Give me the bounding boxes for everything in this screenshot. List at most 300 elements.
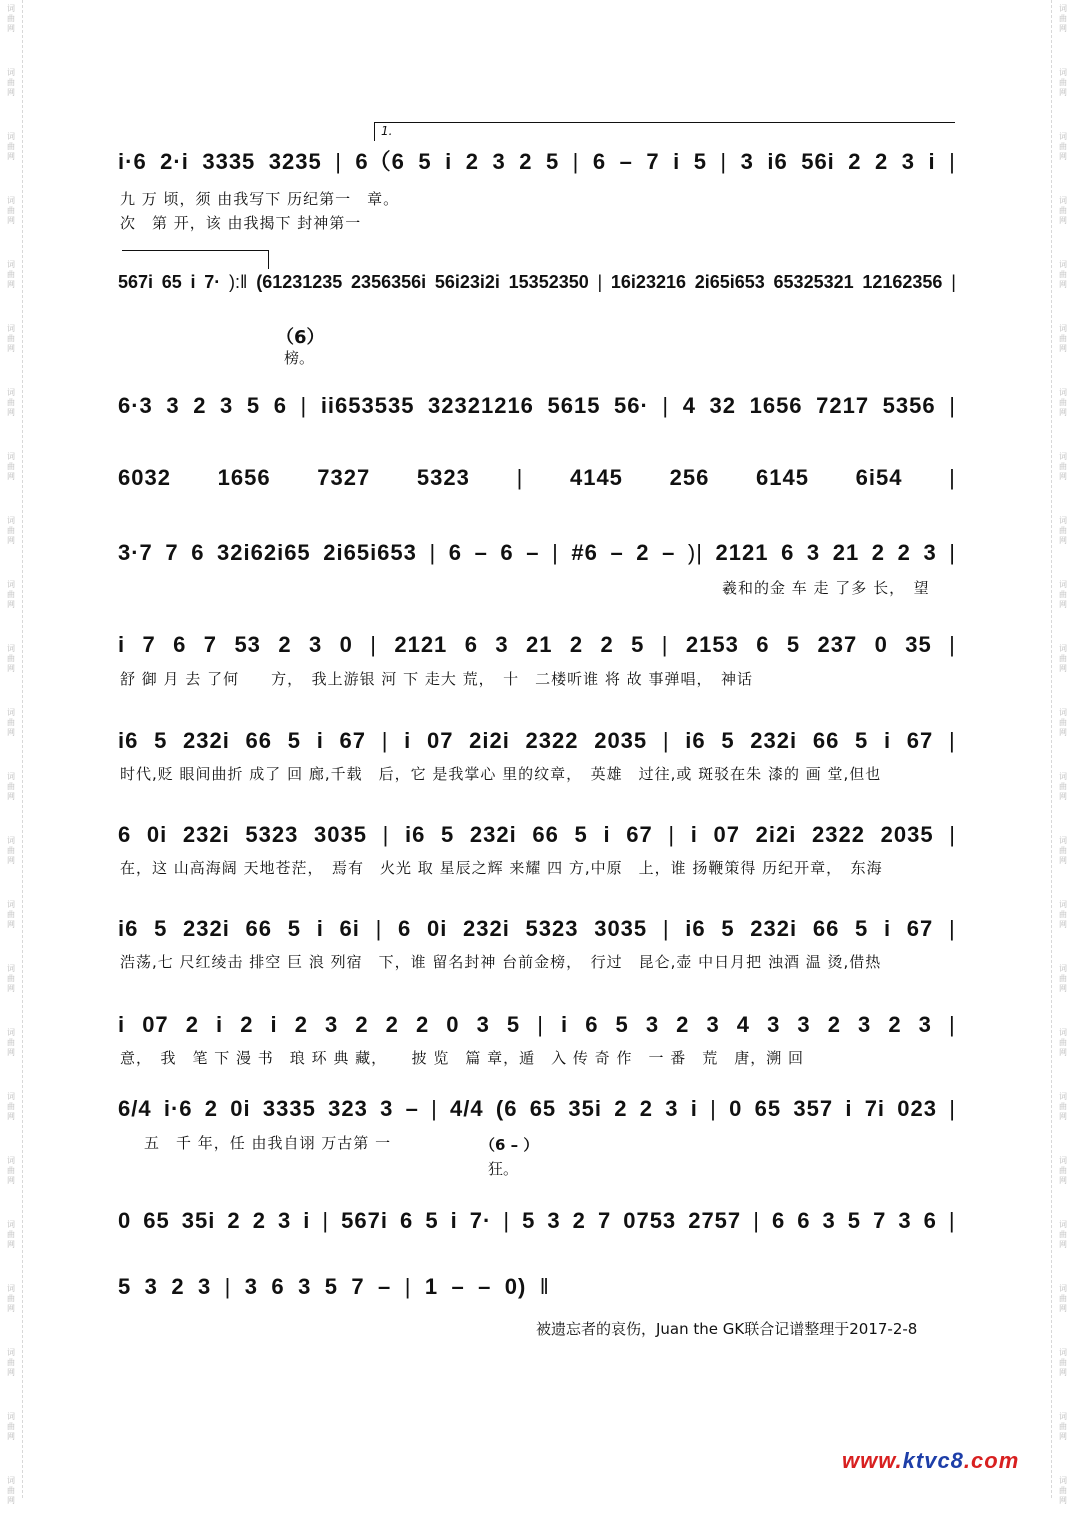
note-group: 232i	[750, 916, 798, 941]
note-group: 0	[729, 1096, 743, 1121]
watermark-mark	[0, 1152, 22, 1216]
watermark-char: 网	[1059, 408, 1067, 417]
watermark-char: 网	[7, 1176, 15, 1185]
note-group: 35i	[568, 1096, 603, 1121]
barline: |	[662, 916, 670, 941]
note-group: i	[190, 272, 196, 292]
watermark-char: 网	[7, 472, 15, 481]
barline: |	[949, 632, 956, 657]
note-group: 1656	[749, 393, 803, 418]
watermark-char: 曲	[1059, 718, 1067, 727]
watermark-char: 词	[7, 708, 15, 717]
note-group: 6	[271, 1274, 285, 1299]
note-group: 2	[385, 1012, 399, 1037]
note-group: 3	[220, 393, 234, 418]
watermark-char: 曲	[7, 1486, 15, 1495]
watermark-char: 网	[1059, 664, 1067, 673]
note-group: 2i65i653	[323, 540, 417, 565]
note-group: 3	[901, 149, 915, 174]
watermark-char: 词	[1059, 260, 1067, 269]
note-group: 2	[848, 149, 862, 174]
barline: |	[322, 1208, 330, 1233]
note-group: 66	[812, 728, 840, 753]
watermark-char: 曲	[7, 526, 15, 535]
note-group: 7	[597, 1208, 612, 1233]
barline: |	[661, 632, 669, 657]
note-group: 7	[203, 632, 218, 657]
watermark-mark	[1052, 1344, 1074, 1408]
watermark-mark	[1052, 1472, 1074, 1536]
note-group: 6i54	[855, 465, 903, 490]
note-group: 232i	[463, 916, 510, 941]
note-group: 2	[639, 1096, 654, 1121]
note-group: i6	[685, 916, 706, 941]
note-group: 3	[858, 1012, 872, 1037]
watermark-char: 词	[7, 1028, 15, 1037]
watermark-mark	[0, 640, 22, 704]
barline: |	[948, 1208, 956, 1233]
note-group: 6	[771, 1208, 786, 1233]
note-group: 5	[615, 1012, 629, 1037]
note-group: 2	[465, 149, 479, 174]
watermark-mark	[0, 896, 22, 960]
watermark-char: 网	[7, 600, 15, 609]
note-group: 2	[871, 540, 886, 565]
note-group: i	[450, 1208, 458, 1233]
note-group: 0	[874, 632, 888, 657]
watermark-char: 网	[7, 1304, 15, 1313]
note-group: 3	[298, 1274, 312, 1299]
watermark-char: 网	[7, 152, 15, 161]
lyric-line: 时代,贬 眼间曲折 成了 回 廊,千载 后，它 是我掌心 里的纹章， 英雄 过往,或 斑驳在朱 漆的 画 堂,但也	[120, 765, 882, 783]
note-group: 7327	[317, 465, 371, 490]
watermark-char: 网	[7, 280, 15, 289]
watermark-mark	[1052, 448, 1074, 512]
watermark-char: 词	[1059, 1348, 1067, 1357]
watermark-char: 曲	[1059, 462, 1067, 471]
lyric-line: 浩荡,七 尺红绫击 排空 巨 浪 列宿 下，谁 留名封神 台前金榜， 行过 昆仑,壶 中日月把 浊酒 温 烫,借热	[120, 953, 882, 971]
barline: |	[224, 1274, 232, 1299]
note-group: 66	[812, 916, 840, 941]
watermark-char: 网	[7, 1240, 15, 1249]
note-group: 6	[592, 149, 607, 174]
watermark-char: 词	[7, 900, 15, 909]
barline: )|	[687, 540, 703, 565]
watermark-mark	[1052, 960, 1074, 1024]
watermark-mark	[0, 128, 22, 192]
barline: |	[537, 1012, 544, 1037]
watermark-char: 网	[1059, 216, 1067, 225]
watermark-mark	[0, 256, 22, 320]
watermark-mark	[1052, 896, 1074, 960]
watermark-char: 曲	[1059, 1294, 1067, 1303]
notation-line	[118, 916, 956, 942]
watermark-char: 词	[7, 644, 15, 653]
watermark-mark	[0, 320, 22, 384]
note-group: 2	[185, 1012, 199, 1037]
note-group: 6032	[118, 465, 171, 490]
watermark-char: 网	[1059, 920, 1067, 929]
note-group: 5	[118, 1274, 132, 1299]
watermark-char: 曲	[7, 654, 15, 663]
watermark-char: 网	[7, 24, 15, 33]
watermark-char: 网	[1059, 1368, 1067, 1377]
watermark-mark	[0, 448, 22, 512]
watermark-char: 曲	[1059, 142, 1067, 151]
watermark-mark	[1052, 192, 1074, 256]
note-group: 3	[822, 1208, 836, 1233]
barline: |	[572, 149, 580, 174]
note-group: 0)	[504, 1274, 527, 1299]
watermark-char: 网	[7, 728, 15, 737]
watermark-mark	[0, 576, 22, 640]
note-group: 6	[273, 393, 287, 418]
note-group: 6	[464, 632, 478, 657]
note-group: 3	[806, 540, 821, 565]
barline: |	[552, 540, 559, 565]
note-group: 3	[166, 393, 180, 418]
watermark-char: 曲	[7, 1358, 15, 1367]
barline: |	[516, 465, 524, 490]
note-group: i	[216, 1012, 224, 1037]
watermark-char: 网	[1059, 728, 1067, 737]
note-group: 35i	[181, 1208, 216, 1233]
note-group: 2	[294, 1012, 308, 1037]
note-group: 56i	[801, 149, 835, 174]
note-group: 6	[400, 1208, 414, 1233]
note-group: 2757	[688, 1208, 742, 1233]
note-group: i6	[685, 728, 706, 753]
note-group: 67	[906, 728, 934, 753]
note-group: 2121	[715, 540, 769, 565]
watermark-mark	[1052, 320, 1074, 384]
watermark-char: 曲	[1059, 590, 1067, 599]
watermark-char: 网	[7, 344, 15, 353]
watermark-char: 网	[7, 1112, 15, 1121]
barline: |	[949, 149, 956, 174]
lyric-line: 榜。	[284, 349, 315, 367]
note-group: 2	[204, 1096, 219, 1121]
note-group: 15352350	[508, 272, 589, 292]
note-group: 2	[278, 632, 292, 657]
barline: |	[429, 540, 437, 565]
barline: |	[382, 822, 390, 847]
note-group: 0i	[426, 916, 448, 941]
watermark-char: 词	[1059, 580, 1067, 589]
note-group: 7·	[204, 272, 221, 292]
watermark-char: 词	[1059, 1476, 1067, 1485]
notation-line	[118, 272, 956, 293]
note-group: 66	[532, 822, 559, 847]
watermark-char: 网	[1059, 792, 1067, 801]
watermark-char: 网	[1059, 1496, 1067, 1505]
barline: |	[948, 728, 956, 753]
note-group: i	[118, 632, 126, 657]
watermark-char: 词	[7, 1412, 15, 1421]
watermark-char: 词	[1059, 772, 1067, 781]
note-group: 2	[240, 1012, 254, 1037]
barline: |	[503, 1208, 511, 1233]
note-group: i·6	[163, 1096, 193, 1121]
watermark-char: 词	[1059, 1220, 1067, 1229]
note-group: 5	[847, 1208, 862, 1233]
watermark-char: 词	[1059, 644, 1067, 653]
barline: |	[949, 1096, 956, 1121]
note-group: 2121	[394, 632, 448, 657]
barline: |	[710, 1096, 717, 1121]
barline: |	[720, 149, 728, 174]
note-group: 3	[918, 1012, 932, 1037]
watermark-mark	[0, 1024, 22, 1088]
watermark-mark	[1052, 1088, 1074, 1152]
watermark-char: 词	[7, 132, 15, 141]
note-group: 7i	[864, 1096, 886, 1121]
note-group: 56i23i2i	[434, 272, 500, 292]
watermark-char: 网	[1059, 536, 1067, 545]
note-group: i	[845, 1096, 853, 1121]
watermark-char: 网	[7, 216, 15, 225]
note-group: i	[561, 1012, 569, 1037]
watermark-char: 曲	[7, 1038, 15, 1047]
barline: |	[431, 1096, 438, 1121]
note-group: 2	[415, 1012, 430, 1037]
note-group: 2	[897, 540, 911, 565]
watermark-char: 网	[1059, 152, 1067, 161]
note-group: 07	[713, 822, 741, 847]
note-group: i	[603, 822, 611, 847]
watermark-mark	[0, 960, 22, 1024]
note-group: 5	[287, 728, 301, 753]
watermark-char: 词	[1059, 196, 1067, 205]
note-group: 3	[325, 1012, 339, 1037]
watermark-char: 网	[7, 856, 15, 865]
notation-line	[118, 632, 956, 658]
note-group: 6（6	[355, 149, 405, 174]
watermark-char: 词	[7, 580, 15, 589]
watermark-mark	[1052, 1216, 1074, 1280]
barline: |	[948, 1012, 956, 1037]
barline: ‖	[539, 1274, 550, 1299]
note-group: 567i	[118, 272, 154, 292]
note-group: 12162356	[862, 272, 943, 292]
watermark-mark	[0, 64, 22, 128]
watermark-mark	[1052, 768, 1074, 832]
watermark-char: 曲	[1059, 974, 1067, 983]
watermark-char: 词	[1059, 516, 1067, 525]
note-group: 357	[793, 1096, 834, 1121]
watermark-char: 网	[1059, 984, 1067, 993]
note-group: i6	[405, 822, 426, 847]
note-group: 66	[245, 728, 273, 753]
watermark-mark	[1052, 256, 1074, 320]
note-group: 6	[923, 1208, 937, 1233]
watermark-char: 曲	[7, 206, 15, 215]
watermark-mark	[0, 192, 22, 256]
barline: |	[335, 149, 342, 174]
watermark-char: 网	[7, 664, 15, 673]
barline: |	[381, 728, 389, 753]
watermark-char: 曲	[7, 142, 15, 151]
transcription-credit: 被遗忘者的哀伤，Juan the GK联合记谱整理于2017-2-8	[536, 1320, 918, 1338]
note-group: 2	[252, 1208, 266, 1233]
watermark-char: 词	[7, 196, 15, 205]
note-group: 65	[143, 1208, 170, 1233]
barline: |	[597, 272, 603, 292]
note-group: 6	[585, 1012, 599, 1037]
note-group: 1	[424, 1274, 439, 1299]
watermark-char: 曲	[1059, 1358, 1067, 1367]
watermark-char: 曲	[7, 334, 15, 343]
watermark-char: 词	[1059, 900, 1067, 909]
lyric-line: （6 – ）	[480, 1136, 539, 1154]
watermark-mark	[1052, 0, 1074, 64]
note-group: –	[478, 1274, 492, 1299]
note-group: i6	[118, 728, 139, 753]
watermark-char: 网	[1059, 856, 1067, 865]
note-group: 7	[165, 540, 179, 565]
note-group: 5	[506, 1012, 521, 1037]
note-group: (6	[495, 1096, 518, 1121]
watermark-char: 词	[1059, 1412, 1067, 1421]
note-group: 2i2i	[469, 728, 510, 753]
notation-line	[118, 1274, 550, 1300]
watermark-char: 词	[7, 1220, 15, 1229]
note-group: 0	[118, 1208, 132, 1233]
note-group: 4	[736, 1012, 751, 1037]
watermark-char: 网	[7, 1368, 15, 1377]
watermark-mark	[0, 1088, 22, 1152]
watermark-mark	[1052, 128, 1074, 192]
note-group: 16i23216	[610, 272, 686, 292]
watermark-char: 网	[1059, 24, 1067, 33]
note-group: 5323	[245, 822, 299, 847]
note-group: 07	[426, 728, 454, 753]
watermark-mark	[0, 384, 22, 448]
note-group: 5	[855, 916, 869, 941]
watermark-mark	[0, 1408, 22, 1472]
watermark-char: 曲	[1059, 910, 1067, 919]
barline: |	[753, 1208, 760, 1233]
note-group: 0753	[623, 1208, 677, 1233]
watermark-char: 曲	[7, 974, 15, 983]
watermark-char: 曲	[7, 718, 15, 727]
note-group: 3	[547, 1208, 561, 1233]
note-group: 53	[234, 632, 261, 657]
watermark-char: 词	[1059, 708, 1067, 717]
right-watermark-strip	[1051, 0, 1074, 1505]
note-group: 5	[693, 149, 707, 174]
note-group: 3	[380, 1096, 394, 1121]
watermark-char: 曲	[1059, 526, 1067, 535]
note-group: 1656	[217, 465, 271, 490]
watermark-char: 词	[7, 1284, 15, 1293]
note-group: 2	[636, 540, 650, 565]
watermark-char: 曲	[1059, 1230, 1067, 1239]
note-group: 3	[898, 1208, 912, 1233]
note-group: 3	[665, 1096, 679, 1121]
volta-label: 1.	[381, 124, 393, 138]
note-group: 023	[897, 1096, 938, 1121]
watermark-char: 网	[7, 1432, 15, 1441]
note-group: 5	[418, 149, 432, 174]
note-group: 65	[161, 272, 182, 292]
note-group: 5	[522, 1208, 536, 1233]
lyric-line: 在，这 山高海阔 天地苍茫， 焉有 火光 取 星辰之辉 来耀 四 方,中原 上，谁 扬鞭策得 历纪开章， 东海	[120, 859, 883, 877]
note-group: 2356356i	[351, 272, 427, 292]
note-group: 7·	[469, 1208, 492, 1233]
watermark-char: 网	[7, 1496, 15, 1505]
watermark-char: 词	[1059, 1156, 1067, 1165]
note-group: 35	[905, 632, 932, 657]
note-group: 6	[756, 632, 770, 657]
note-group: 237	[817, 632, 858, 657]
watermark-char: 网	[7, 536, 15, 545]
note-group: 3235	[268, 149, 322, 174]
watermark-char: 词	[7, 772, 15, 781]
watermark-char: 词	[1059, 132, 1067, 141]
watermark-mark	[1052, 640, 1074, 704]
note-group: 6145	[756, 465, 809, 490]
note-group: 3·7	[118, 540, 153, 565]
watermark-char: 网	[1059, 1048, 1067, 1057]
note-group: 65	[529, 1096, 557, 1121]
watermark-char: 网	[1059, 88, 1067, 97]
note-group: 6i	[339, 916, 360, 941]
note-group: 2i65i653	[694, 272, 765, 292]
barline: |	[370, 632, 377, 657]
note-group: i	[270, 1012, 278, 1037]
lyric-line: 次 第 开，该 由我揭下 封神第一	[120, 214, 362, 232]
note-group: 2	[227, 1208, 241, 1233]
note-group: 6	[398, 916, 412, 941]
watermark-mark	[0, 1344, 22, 1408]
notation-line	[118, 465, 956, 491]
note-group: #6	[571, 540, 598, 565]
watermark-char: 词	[7, 1092, 15, 1101]
watermark-char: 词	[1059, 1284, 1067, 1293]
watermark-mark	[1052, 1024, 1074, 1088]
note-group: i	[673, 149, 681, 174]
lyric-line: 意， 我 笔 下 漫 书 琅 环 典 藏， 披 览 篇 章，遁 入 传 奇 作 一 番 荒 唐，溯 回	[120, 1049, 804, 1067]
watermark-char: 网	[7, 1048, 15, 1057]
note-group: 3	[706, 1012, 720, 1037]
watermark-char: 词	[1059, 964, 1067, 973]
barline: |	[662, 393, 670, 418]
watermark-char: 网	[1059, 1176, 1067, 1185]
volta-bracket-1	[374, 122, 955, 141]
watermark-mark	[0, 0, 22, 64]
note-group: 5	[721, 916, 735, 941]
notation-line	[118, 728, 956, 754]
watermark-char: 曲	[7, 782, 15, 791]
note-group: i	[883, 728, 892, 753]
note-group: 6	[448, 540, 463, 565]
note-group: 7	[873, 1208, 887, 1233]
watermark-char: 曲	[1059, 398, 1067, 407]
note-group: 67	[339, 728, 366, 753]
note-group: (61231235	[256, 272, 343, 292]
note-group: 7	[142, 632, 156, 657]
volta-bracket-continuation	[122, 250, 269, 269]
watermark-char: 网	[1059, 1240, 1067, 1249]
note-group: 0i	[146, 822, 168, 847]
note-group: 256	[669, 465, 710, 490]
watermark-char: 词	[1059, 1028, 1067, 1037]
note-group: 7	[646, 149, 660, 174]
note-group: 2	[676, 1012, 690, 1037]
notation-line	[118, 1096, 956, 1122]
note-group: 3	[495, 632, 509, 657]
